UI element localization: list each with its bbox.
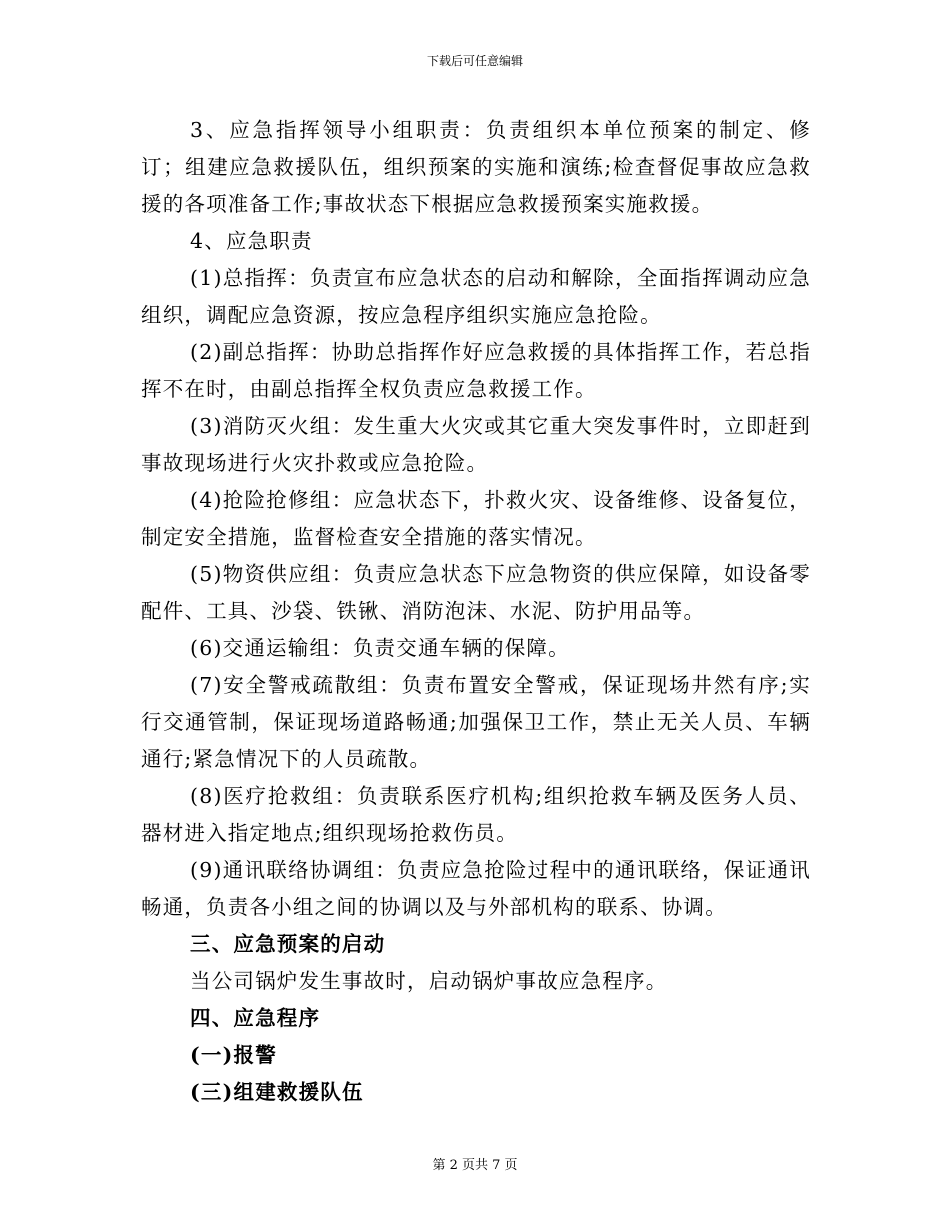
paragraph-supply-group: (5)物资供应组：负责应急状态下应急物资的供应保障，如设备零配件、工具、沙袋、铁锹、消防泡沫、水泥、防护用品等。 [141, 562, 811, 623]
paragraph-deputy-commander: (2)副总指挥：协助总指挥作好应急救援的具体指挥工作，若总指挥不在时，由副总指挥全权负责应急救援工作。 [141, 340, 811, 401]
paragraph-repair-group: (4)抢险抢修组：应急状态下，扑救火灾、设备维修、设备复位，制定安全措施，监督检查安全措施的落实情况。 [141, 488, 811, 549]
page-footer-page-number: 第 2 页共 7 页 [432, 1158, 518, 1173]
paragraph-leader-group-duties: 3、应急指挥领导小组职责：负责组织本单位预案的制定、修订；组建应急救援队伍，组织预案的实施和演练;检查督促事故应急救援的各项准备工作;事故状态下根据应急救援预案实施救援。 [141, 118, 811, 216]
paragraph-medical-group: (8)医疗抢救组：负责联系医疗机构;组织抢救车辆及医务人员、器材进入指定地点;组织现场抢救伤员。 [141, 784, 811, 845]
document-body [141, 112, 811, 1111]
paragraph-commander: (1)总指挥：负责宣布应急状态的启动和解除，全面指挥调动应急组织，调配应急资源，按应急程序组织实施应急抢险。 [141, 266, 811, 327]
section-heading-plan-activation: 三、应急预案的启动 [190, 932, 386, 956]
subheading-rescue-team: (三)组建救援队伍 [190, 1080, 364, 1104]
paragraph-emergency-duties-title: 4、应急职责 [190, 229, 313, 253]
paragraph-plan-activation: 当公司锅炉发生事故时，启动锅炉事故应急程序。 [190, 969, 668, 993]
subheading-alarm: (一)报警 [190, 1043, 277, 1067]
page-header-note: 下载后可任意编辑 [426, 54, 523, 68]
paragraph-transport-group: (6)交通运输组：负责交通车辆的保障。 [190, 636, 570, 660]
paragraph-security-evacuation-group: (7)安全警戒疏散组：负责布置安全警戒，保证现场井然有序;实行交通管制，保证现场道路畅通;加强保卫工作，禁止无关人员、车辆通行;紧急情况下的人员疏散。 [141, 673, 811, 771]
paragraph-communication-group: (9)通讯联络协调组：负责应急抢险过程中的通讯联络，保证通讯畅通，负责各小组之间的协调以及与外部机构的联系、协调。 [141, 858, 811, 919]
section-heading-emergency-procedure: 四、应急程序 [190, 1006, 321, 1030]
paragraph-firefighting-group: (3)消防灭火组：发生重大火灾或其它重大突发事件时，立即赶到事故现场进行火灾扑救或应急抢险。 [141, 414, 811, 475]
